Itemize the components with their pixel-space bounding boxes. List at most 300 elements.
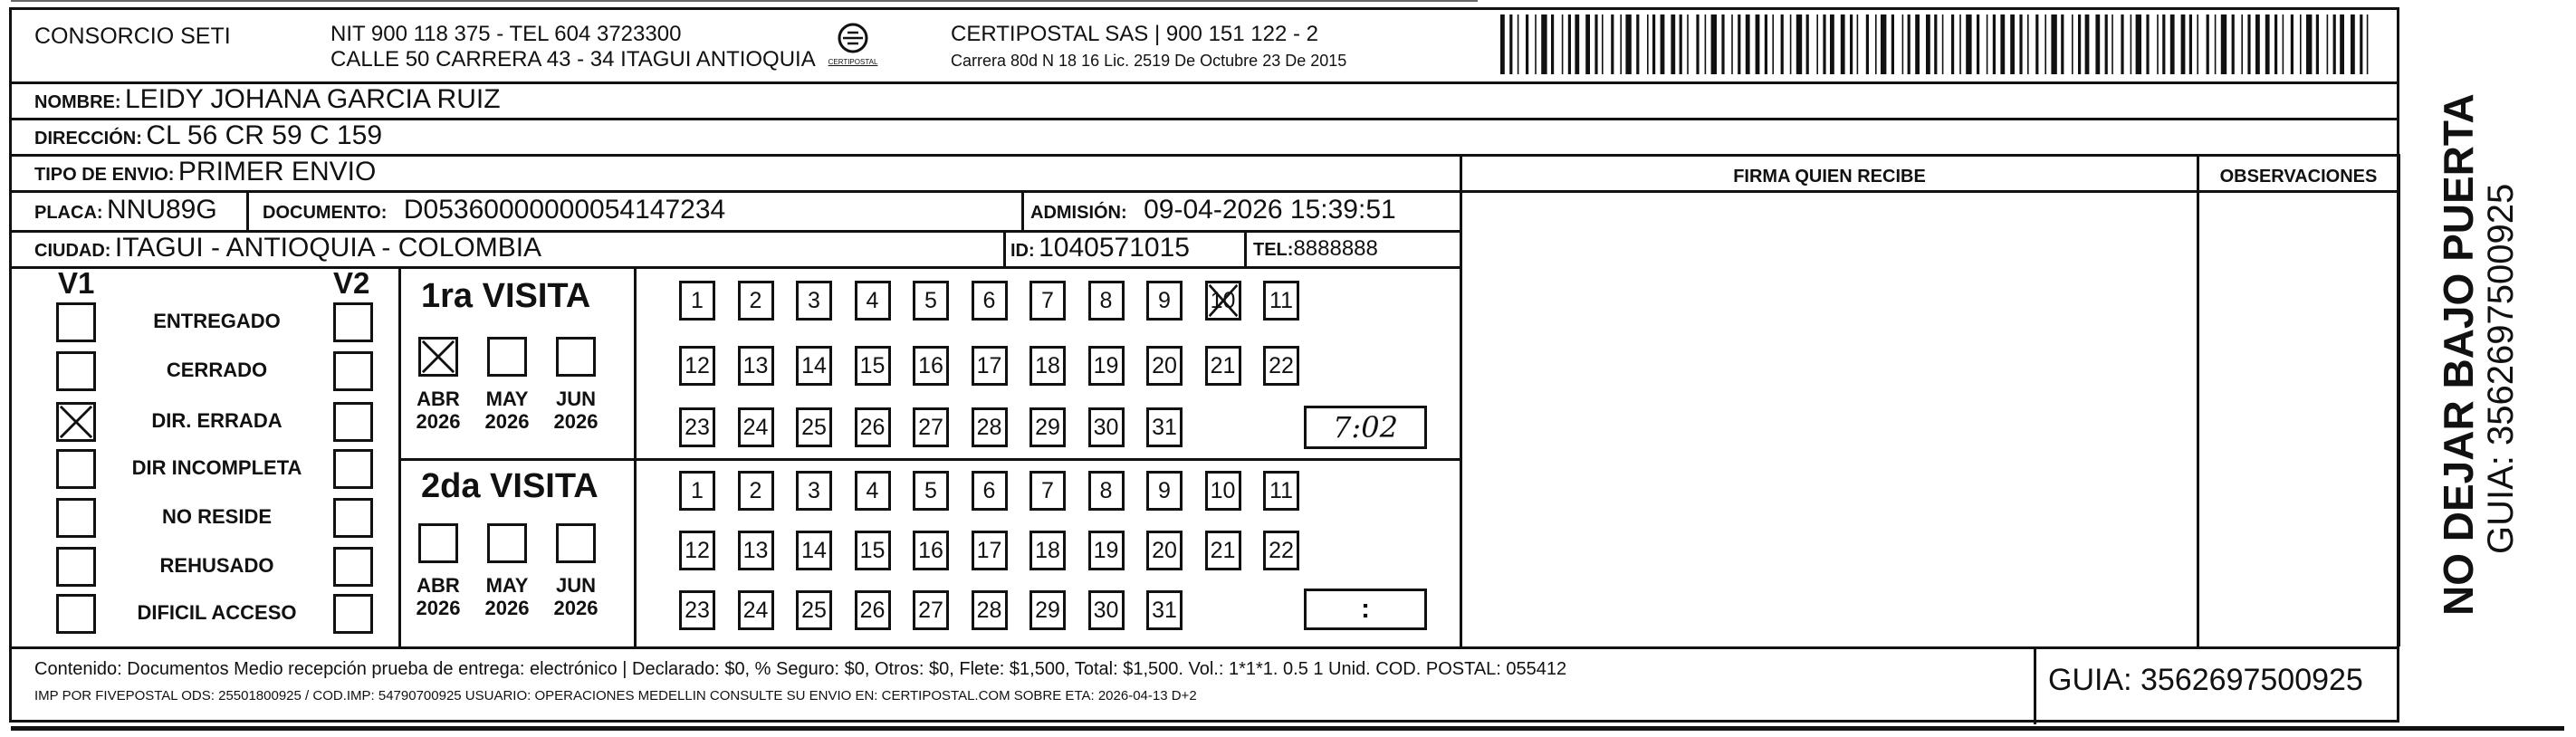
barcode-bar bbox=[1875, 14, 1877, 74]
day-checkbox[interactable] bbox=[679, 346, 715, 386]
day-number: 19 bbox=[1093, 353, 1119, 378]
placa-value: NNU89G bbox=[107, 195, 217, 225]
day-number: 4 bbox=[866, 288, 879, 313]
day-number: 25 bbox=[801, 415, 827, 440]
barcode-bar bbox=[1602, 14, 1604, 74]
tipo-label: TIPO DE ENVIO: bbox=[34, 165, 175, 185]
v1-checkbox[interactable] bbox=[56, 351, 96, 391]
id-value: 1040571015 bbox=[1039, 233, 1190, 263]
day-number: 29 bbox=[1035, 598, 1060, 623]
barcode-bar bbox=[1575, 14, 1579, 74]
day-checkbox[interactable] bbox=[1088, 407, 1125, 447]
barcode-bar bbox=[2351, 14, 2355, 74]
day-number: 1 bbox=[691, 478, 704, 503]
day-checkbox[interactable] bbox=[1263, 531, 1299, 570]
month-name: ABR bbox=[417, 388, 460, 410]
barcode-bar bbox=[1562, 14, 1564, 74]
barcode-bar bbox=[2035, 14, 2038, 74]
ciudad-cell bbox=[34, 233, 541, 263]
barcode-bar bbox=[2051, 14, 2056, 74]
barcode-bar bbox=[1781, 14, 1784, 74]
day-number: 2 bbox=[749, 288, 762, 313]
status-option-label: DIFICIL ACCESO bbox=[137, 601, 297, 624]
day-checkbox[interactable] bbox=[1088, 531, 1125, 570]
barcode-bar bbox=[2283, 14, 2284, 74]
day-number: 5 bbox=[924, 288, 937, 313]
month-label bbox=[544, 388, 608, 433]
v2-checkbox[interactable] bbox=[333, 351, 373, 391]
v2-checkbox[interactable] bbox=[333, 594, 373, 634]
placa-label: PLACA: bbox=[34, 203, 103, 223]
month-year: 2026 bbox=[416, 597, 461, 619]
day-number: 17 bbox=[976, 538, 1002, 563]
barcode-bar bbox=[2232, 14, 2235, 74]
day-checkbox[interactable] bbox=[796, 590, 832, 630]
status-option-label: NO RESIDE bbox=[161, 505, 273, 528]
day-checkbox[interactable] bbox=[972, 531, 1008, 570]
documento-label: DOCUMENTO: bbox=[263, 203, 388, 223]
status-option-label: ENTREGADO bbox=[153, 310, 281, 332]
admision-cell bbox=[1030, 195, 1396, 225]
barcode-bar bbox=[2367, 14, 2369, 74]
month-checkbox[interactable] bbox=[487, 337, 527, 377]
col-divider-firma bbox=[1460, 154, 1462, 646]
barcode-bar bbox=[1841, 14, 1845, 74]
barcode-bar bbox=[2072, 14, 2073, 74]
barcode-bar bbox=[2170, 14, 2175, 74]
day-checkbox[interactable] bbox=[972, 407, 1008, 447]
day-checkbox[interactable] bbox=[972, 471, 1008, 511]
carrier-license: Carrera 80d N 18 16 Lic. 2519 De Octubre 23 De 2015 bbox=[951, 52, 1347, 70]
barcode-bar bbox=[2078, 14, 2081, 74]
rule-footer bbox=[11, 646, 2399, 649]
top-edge bbox=[11, 0, 1478, 2]
barcode-bar bbox=[2333, 14, 2336, 74]
barcode-bar bbox=[2207, 14, 2209, 74]
barcode bbox=[1499, 13, 2377, 76]
day-number: 20 bbox=[1152, 353, 1177, 378]
day-checkbox[interactable] bbox=[1263, 281, 1299, 321]
barcode-bar bbox=[1942, 14, 1944, 74]
carrier-name: CERTIPOSTAL SAS | 900 151 122 - 2 bbox=[951, 22, 1318, 46]
barcode-bar bbox=[2316, 14, 2319, 74]
barcode-bar bbox=[1738, 14, 1740, 74]
col-divider-id bbox=[1003, 230, 1006, 266]
day-checkbox[interactable] bbox=[1205, 346, 1241, 386]
day-checkbox[interactable] bbox=[913, 471, 949, 511]
barcode-bar bbox=[2255, 14, 2260, 74]
barcode-bar bbox=[1891, 14, 1894, 74]
barcode-bar bbox=[2162, 14, 2165, 74]
barcode-bar bbox=[1915, 14, 1920, 74]
day-number: 21 bbox=[1210, 353, 1236, 378]
day-number: 30 bbox=[1093, 415, 1119, 440]
v1-checkbox[interactable] bbox=[56, 449, 96, 489]
day-number: 11 bbox=[1269, 288, 1293, 313]
v1-checkbox[interactable] bbox=[56, 302, 96, 342]
day-checkbox[interactable] bbox=[796, 281, 832, 321]
barcode-bar bbox=[1977, 14, 1979, 74]
barcode-bar bbox=[2045, 14, 2046, 74]
barcode-bar bbox=[2027, 14, 2029, 74]
barcode-bar bbox=[2000, 14, 2005, 74]
day-number: 16 bbox=[918, 353, 943, 378]
month-name: ABR bbox=[417, 574, 460, 597]
v1-label: V1 bbox=[58, 266, 95, 300]
barcode-bar bbox=[1535, 14, 1537, 74]
barcode-bar bbox=[1594, 14, 1597, 74]
day-checkbox[interactable] bbox=[738, 346, 774, 386]
barcode-bar bbox=[2095, 14, 2100, 74]
day-checkbox[interactable] bbox=[972, 281, 1008, 321]
direccion-value: CL 56 CR 59 C 159 bbox=[146, 120, 383, 150]
barcode-bar bbox=[1731, 14, 1733, 74]
barcode-bar bbox=[2221, 14, 2226, 74]
barcode-bar bbox=[1620, 14, 1622, 74]
barcode-bar bbox=[1850, 14, 1853, 74]
barcode-bar bbox=[2265, 14, 2270, 74]
barcode-bar bbox=[1987, 14, 1988, 74]
barcode-bar bbox=[1509, 14, 1512, 74]
day-checkbox[interactable] bbox=[913, 281, 949, 321]
day-checkbox[interactable] bbox=[1029, 281, 1066, 321]
first-visit-label: 1ra VISITA bbox=[421, 277, 591, 315]
tel-value: 8888888 bbox=[1293, 236, 1378, 261]
month-name: JUN bbox=[555, 388, 596, 410]
day-number: 12 bbox=[685, 353, 710, 378]
day-checkbox[interactable] bbox=[1029, 531, 1066, 570]
day-number: 23 bbox=[685, 415, 710, 440]
v2-checkbox[interactable] bbox=[333, 449, 373, 489]
day-checkbox[interactable] bbox=[679, 471, 715, 511]
month-checkbox[interactable] bbox=[418, 337, 458, 377]
barcode-bar bbox=[2121, 14, 2123, 74]
day-checkbox[interactable] bbox=[1088, 590, 1125, 630]
day-checked-mark bbox=[1208, 283, 1239, 318]
day-number: 24 bbox=[742, 415, 769, 440]
direccion-label: DIRECCIÓN: bbox=[34, 129, 142, 148]
barcode-bar bbox=[1772, 14, 1774, 74]
barcode-bar bbox=[1647, 14, 1649, 74]
barcode-bar bbox=[2197, 14, 2198, 74]
v1-checkbox[interactable] bbox=[56, 498, 96, 538]
tel-cell bbox=[1253, 236, 1378, 262]
day-checkbox[interactable] bbox=[1088, 346, 1125, 386]
barcode-bar bbox=[2300, 14, 2302, 74]
day-checkbox[interactable] bbox=[855, 281, 891, 321]
day-number: 31 bbox=[1152, 598, 1177, 623]
day-checkbox[interactable] bbox=[679, 531, 715, 570]
second-visit-time: : bbox=[1361, 594, 1370, 624]
barcode-bar bbox=[2010, 14, 2015, 74]
day-number: 6 bbox=[982, 478, 996, 503]
day-checkbox[interactable] bbox=[913, 590, 949, 630]
barcode-bar bbox=[2085, 14, 2090, 74]
barcode-bar bbox=[1652, 14, 1655, 74]
day-checkbox[interactable] bbox=[738, 590, 774, 630]
v2-checkbox[interactable] bbox=[333, 402, 373, 442]
side-warning: NO DEJAR BAJO PUERTA bbox=[2435, 93, 2482, 616]
day-number: 23 bbox=[685, 598, 710, 623]
day-checkbox[interactable] bbox=[1029, 407, 1066, 447]
day-checkbox[interactable] bbox=[738, 281, 774, 321]
tipo-value: PRIMER ENVIO bbox=[177, 157, 377, 187]
barcode-bar bbox=[2189, 14, 2192, 74]
barcode-bar bbox=[1806, 14, 1809, 74]
placa-cell bbox=[34, 195, 217, 225]
admision-label: ADMISIÓN: bbox=[1030, 203, 1127, 223]
day-checkbox[interactable] bbox=[796, 407, 832, 447]
month-label bbox=[407, 574, 470, 619]
month-checkbox[interactable] bbox=[418, 523, 458, 563]
barcode-bar bbox=[1526, 14, 1528, 74]
barcode-bar bbox=[2061, 14, 2064, 74]
barcode-bar bbox=[1518, 14, 1519, 74]
barcode-bar bbox=[1881, 14, 1886, 74]
v2-checkbox[interactable] bbox=[333, 302, 373, 342]
day-checkbox[interactable] bbox=[855, 471, 891, 511]
month-checkbox[interactable] bbox=[487, 523, 527, 563]
day-number: 18 bbox=[1035, 353, 1060, 378]
barcode-bar bbox=[2241, 14, 2243, 74]
month-name: MAY bbox=[485, 388, 529, 410]
day-number: 15 bbox=[859, 353, 886, 378]
status-option-label: REHUSADO bbox=[159, 554, 274, 577]
day-number: 20 bbox=[1152, 538, 1177, 563]
first-visit-time: 7:02 bbox=[1333, 410, 1398, 445]
barcode-bar bbox=[2181, 14, 2186, 74]
day-number: 14 bbox=[801, 353, 827, 378]
day-checkbox[interactable] bbox=[855, 407, 891, 447]
logo-text: CERTIPOSTAL bbox=[828, 58, 878, 66]
day-checkbox[interactable] bbox=[738, 471, 774, 511]
day-number: 2 bbox=[749, 478, 762, 503]
sender-name: CONSORCIO SETI bbox=[34, 24, 231, 49]
barcode-bar bbox=[1551, 14, 1554, 74]
day-checkbox[interactable] bbox=[913, 531, 949, 570]
day-number: 28 bbox=[976, 415, 1002, 440]
direccion-row bbox=[34, 120, 382, 151]
tel-label: TEL: bbox=[1253, 240, 1294, 260]
day-checkbox[interactable] bbox=[796, 346, 832, 386]
barcode-bar bbox=[2019, 14, 2022, 74]
day-number: 27 bbox=[918, 415, 943, 440]
rule-visits bbox=[398, 458, 1460, 461]
barcode-bar bbox=[2247, 14, 2250, 74]
day-checkbox[interactable] bbox=[1146, 531, 1183, 570]
day-checkbox[interactable] bbox=[796, 531, 832, 570]
footer-contenido: Contenido: Documentos Medio recepción prueba de entrega: electrónico | Declarado: $0, % Seguro: $0, Otros: $0, Flete: $1,500, Total: $1,500. Vol.: 1*1*1. 0.5 1 Unid. COD. POSTAL: 055412 bbox=[34, 659, 1567, 679]
day-checkbox[interactable] bbox=[679, 407, 715, 447]
day-checkbox[interactable] bbox=[679, 590, 715, 630]
nombre-row bbox=[34, 84, 501, 115]
day-checkbox[interactable] bbox=[1088, 281, 1125, 321]
day-checkbox[interactable] bbox=[855, 531, 891, 570]
barcode-bar bbox=[1902, 14, 1904, 74]
documento-value: D05360000000054147234 bbox=[403, 195, 726, 225]
day-number: 5 bbox=[924, 478, 937, 503]
month-year: 2026 bbox=[484, 410, 530, 433]
day-checkbox[interactable] bbox=[738, 407, 774, 447]
barcode-bar bbox=[1687, 14, 1689, 74]
day-checkbox[interactable] bbox=[1029, 590, 1066, 630]
day-checkbox[interactable] bbox=[1146, 281, 1183, 321]
barcode-bar bbox=[1959, 14, 1961, 74]
day-checkbox[interactable] bbox=[913, 407, 949, 447]
barcode-bar bbox=[1866, 14, 1869, 74]
day-checkbox[interactable] bbox=[1146, 590, 1183, 630]
day-number: 10 bbox=[1210, 288, 1236, 313]
day-checkbox[interactable] bbox=[913, 346, 949, 386]
v1-checkbox[interactable] bbox=[56, 594, 96, 634]
day-number: 24 bbox=[742, 598, 769, 623]
day-number: 26 bbox=[859, 415, 886, 440]
barcode-bar bbox=[2105, 14, 2108, 74]
day-number: 13 bbox=[742, 538, 769, 563]
barcode-bar bbox=[1857, 14, 1859, 74]
sender-nit: NIT 900 118 375 - TEL 604 3723300 bbox=[330, 22, 682, 46]
month-checkbox[interactable] bbox=[556, 337, 596, 377]
day-number: 17 bbox=[976, 353, 1002, 378]
second-visit-label: 2da VISITA bbox=[421, 467, 599, 505]
day-number: 28 bbox=[976, 598, 1002, 623]
v2-checkbox[interactable] bbox=[333, 498, 373, 538]
day-checkbox[interactable] bbox=[972, 590, 1008, 630]
v1-checkbox[interactable] bbox=[56, 547, 96, 587]
day-number: 14 bbox=[801, 538, 827, 563]
day-checkbox[interactable] bbox=[1146, 346, 1183, 386]
day-checkbox[interactable] bbox=[1263, 346, 1299, 386]
day-checkbox[interactable] bbox=[1205, 281, 1241, 321]
day-checkbox[interactable] bbox=[1029, 346, 1066, 386]
barcode-bar bbox=[2136, 14, 2141, 74]
month-name: MAY bbox=[485, 574, 529, 597]
barcode-bar bbox=[1830, 14, 1834, 74]
admision-value: 09-04-2026 15:39:51 bbox=[1144, 195, 1396, 225]
v1-checkbox[interactable] bbox=[56, 402, 96, 442]
barcode-bar bbox=[2146, 14, 2149, 74]
col-divider-admision bbox=[1021, 190, 1024, 230]
day-checkbox[interactable] bbox=[1088, 471, 1125, 511]
barcode-bar bbox=[1541, 14, 1547, 74]
barcode-bar bbox=[1671, 14, 1675, 74]
col-divider-status bbox=[398, 266, 401, 646]
status-option-label: DIR INCOMPLETA bbox=[131, 456, 302, 479]
month-name: JUN bbox=[555, 574, 596, 597]
day-checkbox[interactable] bbox=[1146, 407, 1183, 447]
day-number: 27 bbox=[918, 598, 943, 623]
barcode-bar bbox=[2306, 14, 2312, 74]
barcode-bar bbox=[2215, 14, 2217, 74]
barcode-bar bbox=[1500, 14, 1505, 74]
barcode-bar bbox=[1746, 14, 1750, 74]
status-option-label: CERRADO bbox=[166, 359, 268, 381]
day-number: 19 bbox=[1093, 538, 1119, 563]
month-label bbox=[407, 388, 470, 433]
day-number: 3 bbox=[808, 478, 820, 503]
day-checkbox[interactable] bbox=[1263, 471, 1299, 511]
day-checkbox[interactable] bbox=[1146, 471, 1183, 511]
day-number: 22 bbox=[1269, 538, 1294, 563]
col-divider-guia bbox=[2034, 646, 2036, 724]
barcode-bar bbox=[1926, 14, 1930, 74]
day-number: 16 bbox=[918, 538, 943, 563]
barcode-bar bbox=[1661, 14, 1665, 74]
rule-6 bbox=[11, 266, 1460, 269]
col-divider-obs bbox=[2197, 154, 2199, 646]
barcode-bar bbox=[1585, 14, 1590, 74]
barcode-bar bbox=[1711, 14, 1717, 74]
barcode-bar bbox=[1966, 14, 1971, 74]
day-number: 1 bbox=[691, 288, 704, 313]
day-checkbox[interactable] bbox=[855, 346, 891, 386]
day-checkbox[interactable] bbox=[1205, 531, 1241, 570]
rule-4 bbox=[11, 190, 2399, 193]
day-checkbox[interactable] bbox=[679, 281, 715, 321]
month-checkbox[interactable] bbox=[556, 523, 596, 563]
barcode-bar bbox=[2274, 14, 2277, 74]
ciudad-label: CIUDAD: bbox=[34, 241, 111, 261]
day-number: 3 bbox=[808, 288, 820, 313]
day-checkbox[interactable] bbox=[855, 590, 891, 630]
month-label bbox=[475, 574, 539, 619]
barcode-bar bbox=[1908, 14, 1910, 74]
barcode-bar bbox=[1625, 14, 1631, 74]
carrier-logo bbox=[826, 20, 880, 72]
first-visit-time-box[interactable] bbox=[1304, 406, 1427, 449]
day-number: 18 bbox=[1035, 538, 1060, 563]
day-number: 8 bbox=[1099, 288, 1113, 313]
day-number: 31 bbox=[1152, 415, 1177, 440]
day-number: 26 bbox=[859, 598, 886, 623]
day-number: 30 bbox=[1093, 598, 1119, 623]
day-checkbox[interactable] bbox=[1205, 471, 1241, 511]
day-checkbox[interactable] bbox=[796, 471, 832, 511]
day-number: 10 bbox=[1210, 478, 1236, 503]
day-checkbox[interactable] bbox=[972, 346, 1008, 386]
day-checkbox[interactable] bbox=[1029, 471, 1066, 511]
day-number: 12 bbox=[685, 538, 710, 563]
barcode-bar bbox=[2291, 14, 2294, 74]
firma-header: FIRMA QUIEN RECIBE bbox=[1733, 167, 1926, 187]
nombre-label: NOMBRE: bbox=[34, 92, 121, 112]
status-option-label: DIR. ERRADA bbox=[151, 409, 282, 432]
barcode-bar bbox=[1816, 14, 1818, 74]
col-divider-tel bbox=[1244, 230, 1247, 266]
barcode-bar bbox=[1993, 14, 1996, 74]
footer-guia: GUIA: 3562697500925 bbox=[2048, 663, 2363, 697]
barcode-bar bbox=[2360, 14, 2362, 74]
barcode-bar bbox=[2157, 14, 2159, 74]
sender-address: CALLE 50 CARRERA 43 - 34 ITAGUI ANTIOQUIA bbox=[330, 47, 816, 72]
col-divider-months bbox=[634, 266, 637, 646]
barcode-bar bbox=[2327, 14, 2329, 74]
day-number: 29 bbox=[1035, 415, 1060, 440]
month-year: 2026 bbox=[553, 410, 599, 433]
day-checkbox[interactable] bbox=[738, 531, 774, 570]
month-label bbox=[475, 388, 539, 433]
day-number: 21 bbox=[1210, 538, 1236, 563]
day-number: 6 bbox=[982, 288, 996, 313]
ciudad-value: ITAGUI - ANTIOQUIA - COLOMBIA bbox=[114, 233, 542, 263]
col-divider-placa bbox=[246, 190, 249, 230]
barcode-bar bbox=[1934, 14, 1937, 74]
v2-checkbox[interactable] bbox=[333, 547, 373, 587]
documento-cell bbox=[263, 195, 725, 225]
barcode-bar bbox=[1636, 14, 1639, 74]
month-year: 2026 bbox=[553, 597, 599, 619]
second-visit-time-box[interactable] bbox=[1304, 589, 1427, 630]
